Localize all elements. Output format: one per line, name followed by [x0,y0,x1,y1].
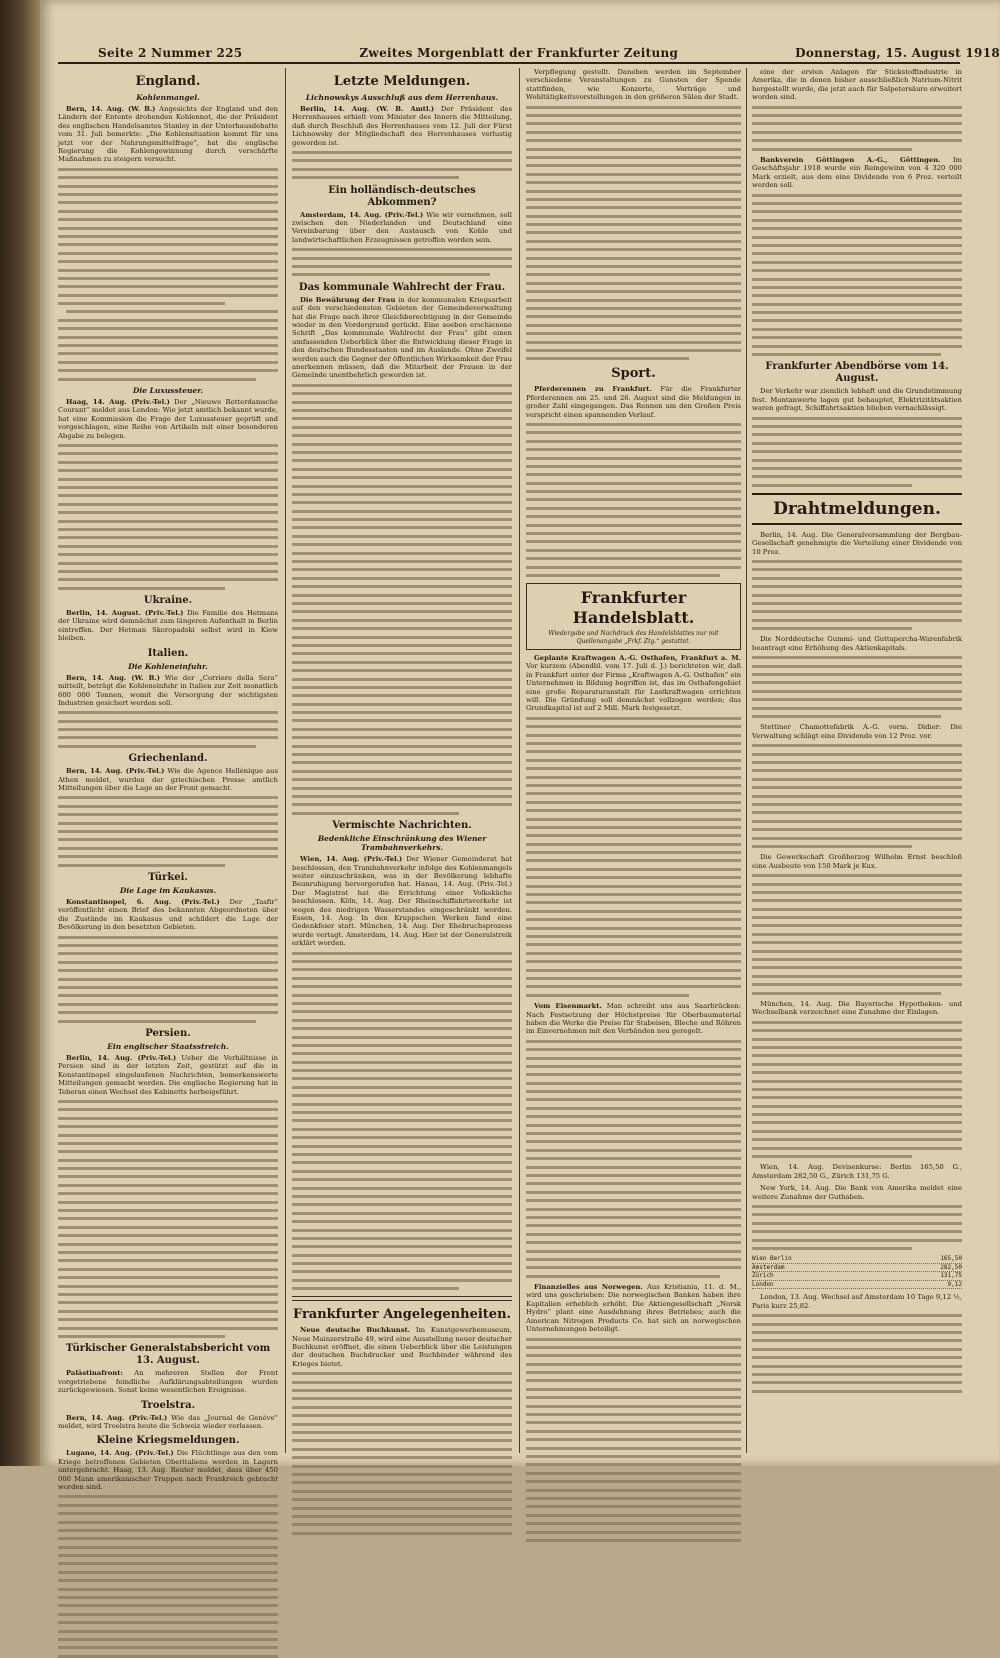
table-row: Wien Berlin 165,50 [752,1255,962,1263]
article-kriegsmeldungen: Lugano, 14. Aug. (Priv.-Tel.) Die Flüchtlinge aus den vom Kriege betroffenen Gebieten Oberitaliens werden in Lagern untergebracht. Haag, 13. Aug. Reuter meldet, dass über 450 000 Mann amerikanischer Truppen nach Frankreich gebracht worden sind. [58,1449,278,1491]
drahtmeldungen-header [752,493,962,525]
draht-item: New York, 14. Aug. Die Bank von Amerika meldet eine weitere Zunahme der Guthaben. [752,1184,962,1201]
subheading-lichnowsky: Lichnowskys Ausschluß aus dem Herrenhaus. [305,93,499,102]
article-wahlrecht: Die Bewährung der Frau in der kommunalen Kriegsarbeit auf den verschiedensten Gebieten der Gemeindeverwaltung hat die Frage nach ihrer Gleichberechtigung in der Gemeinde wieder in den Vordergrund gerückt. Eine soeben erschienene Schrift „Das kommunale Wahlrecht der Frau“ gibt einen umfassenden Ueberblick über die Entwicklung dieser Frage in den deutschen Bundesstaaten und im Auslande. Ohne Zweifel werden auch die Gegner der öffentlichen Wirksamkeit der Frau anerkennen müssen, daß die Mitarbeit der Frauen in der Gemeinde unentbehrlich geworden ist. [292,295,512,380]
section-heading-vermischte: Vermischte Nachrichten. [332,820,472,832]
section-heading-generalstab: Türkischer Generalstabsbericht vom 13. August. [65,1343,271,1367]
draht-item: Die Norddeutsche Gummi- und Guttapercha-Warenfabrik beantragt eine Erhöhung des Aktienkapitals. [752,635,962,652]
article-england: Bern, 14. Aug. (W. B.) Angesichts der England und den Ländern der Entente drohenden Kohlennot, die der Präsident des englischen Handelsamtes Stanley in der Unterhausdebatte vom 31. Juli bemerkte: „Die Kohlensituation kommt für uns jetzt vor der Nahrungsmittelfrage“, hat die englische Regierung die Kohlengewinnung durch verschärfte Maßnahmen zu steigern versucht. [58,105,278,164]
drahtmeldungen-title: Drahtmeldungen. [773,498,941,519]
section-heading-ukraine: Ukraine. [143,595,193,607]
section-heading-wahlrecht: Das kommunale Wahlrecht der Frau. [298,281,506,293]
handelsblatt-title: Frankfurter Handelsblatt. [572,588,695,627]
section-heading-italien: Italien. [147,647,189,659]
section-rule [292,1296,512,1301]
article-troelstra: Bern, 14. Aug. (Priv.-Tel.) Wie das „Journal de Genève“ meldet, wird Troelstra heute die Schweiz wieder verlassen. [58,1413,278,1430]
draht-item: London, 13. Aug. Wechsel auf Amsterdam 10 Tage 9,12 ½, Paris kurz 25,82. [752,1293,962,1310]
table-row: Amsterdam 282,50 [752,1263,962,1271]
column-4 [752,68,962,1453]
article-pferderennen: Pferderennen zu Frankfurt. Für die Frankfurter Pferderennen am 25. und 26. August sind die Meldungen in großer Zahl eingegangen. Das Rennen um den Großen Preis verspricht einen spannenden Verlauf. [526,385,742,419]
article-eisenmarkt: Vom Eisenmarkt. Man schreibt uns aus Saarbrücken: Nach Festsetzung der Höchstpreise für Oberbaumaterial haben die Werke die Preise für Stabeisen, Bleche und Röhren im Einvernehmen mit den Verbänden neu geregelt. [526,1002,741,1036]
devisen-table [752,1255,962,1289]
text-lines [58,168,278,381]
article-bankverein-goettingen: Bankverein Göttingen A.-G., Göttingen. Im Geschäftsjahr 1918 wurde ein Reingewinn von 4 320 000 Mark erzielt, aus dem eine Dividende von 6 Proz. verteilt werden soll. [752,155,962,190]
article-buchkunst: Neue deutsche Buchkunst. Im Kunstgewerbemuseum, Neue Mainzerstraße 49, wird eine Ausstellung neuer deutscher Buchkunst eröffnet, die einen Ueberblick über die Leistungen der deutschen Buchdrucker und Buchbinder während des Krieges bietet. [292,1326,512,1368]
section-heading-sport: Sport. [611,366,656,382]
section-heading-kriegsmeldungen: Kleine Kriegsmeldungen. [96,1435,240,1447]
draht-item: Die Gewerkschaft Großherzog Wilhelm Ernst beschloß eine Ausbeute von 150 Mark je Kux. [752,853,962,870]
section-heading-abendboerse: Frankfurter Abendbörse vom 14. August. [765,361,949,385]
section-heading-persien: Persien. [145,1027,191,1039]
column-1 [58,68,278,1491]
page-masthead [98,44,1000,62]
subheading-kaukasus: Die Lage im Kaukasus. [119,886,217,895]
article-lichnowsky: Berlin, 14. Aug. (W. B. Amtl.) Der Präsident des Herrenhauses erhielt vom Minister des Innern die Mitteilung, daß durch Beschluß des Herrenhauses vom 12. Juli der Fürst Lichnowsky der Mitgliedschaft des Herrenhauses verlustig geworden ist. [292,105,512,147]
article-persien: Berlin, 14. Aug. (Priv.-Tel.) Ueber die Verhältnisse in Persien sind in der letzten Zeit, gestützt auf die in Konstantinopel eingelaufenen Nachrichten, bemerkenswerte Mitteilungen gemacht worden. Die englische Regierung hat in Teheran einen Wechsel des Kabinetts herbeigeführt. [58,1053,278,1096]
section-heading-griechenland: Griechenland. [128,753,208,765]
masthead-page-number: Seite 2 Nummer 225 [98,46,243,60]
section-heading-troelstra: Troelstra. [140,1399,196,1411]
column-separator [285,68,286,1453]
subheading-kohlenmangel: Kohlenmangel. [136,93,200,102]
subheading-kohleneinfuhr: Die Kohleneinfuhr. [128,661,208,671]
draht-item: Stettiner Chamottefabrik A.-G. vorm. Didier: Die Verwaltung schlägt eine Dividende von 12 Proz. vor. [752,723,962,740]
handelsblatt-header [526,583,741,650]
article-luxussteuer: Haag, 14. Aug. (Priv.-Tel.) Der „Nieuwe Rotterdamsche Courant“ meldet aus London: Wie jetzt amtlich bekannt wurde, hat eine Kommission die Frage der Luxussteuer geprüft und vorgeschlagen, eine Reihe von Artikeln mit einer besonderen Abgabe zu belegen. [58,398,278,440]
article-norwegen: Finanzielles aus Norwegen. Aus Kristiania, 11. d. M., wird uns geschrieben: Die norwegischen Banken haben ihre Kapitalien erheblich erhöht. Die Aktiengesellschaft „Norsk Hydro“ plant eine Ausdehnung ihres Betriebes; auch die American Nitrogen Products Co. hat sich an norwegischen Unternehmungen beteiligt. [526,1283,741,1334]
article-vermischte: Wien, 14. Aug. (Priv.-Tel.) Der Wiener Gemeinderat hat beschlossen, den Trambahnverkehr infolge des Kohlenmangels weiter einzuschränken, was in der Bevölkerung lebhafte Beunruhigung hervorgerufen hat. Hanau, 14. Aug. (Priv.-Tel.) Der Magistrat hat die Errichtung einer Volksküche beschlossen. Köln, 14. Aug. Der Rheinschiffahrtsverkehr ist wegen des niedrigen Wasserstandes eingeschränkt worden. Essen, 14. Aug. In den Kruppschen Werken fand eine Gedenkfeier statt. München, 14. Aug. Der Ehebruchsprozess wurde vertagt. Amsterdam, 14. Aug. Hier ist der Generalstreik erklärt worden. [292,855,512,948]
subheading-luxussteuer: Die Luxussteuer. [132,386,204,395]
column-separator [746,68,747,1453]
book-binding [0,0,40,1466]
article-abendboerse: Der Verkehr war ziemlich lebhaft und die Grundstimmung fest. Montanwerte lagen gut behauptet, Elektrizitätsaktien waren gefragt, Schiffahrtsaktien blieben vernachlässigt. [752,387,962,413]
section-heading-letzte-meldungen: Letzte Meldungen. [333,74,471,89]
article-kraftwagen: Geplante Kraftwagen A.-G. Osthafen, Frankfurt a. M. Vor kurzem (Abendbl. vom 17. Juli d. J.) berichteten wir, daß in Frankfurt unter der Firma „Kraftwagen A.-G. Osthafen“ ein Unternehmen in Bildung begriffen ist, das im Osthafengebiet eine große Reparaturanstalt für Lastkraftwagen errichten will. Die Gründung soll demnächst vollzogen werden; das Grundkapital ist auf 2 Mill. Mark festgesetzt. [526,654,741,713]
masthead-date: Donnerstag, 15. August 1918 [795,46,1000,60]
subheading-trambahn: Bedenkliche Einschränkung des Wiener Trambahnverkehrs. [317,834,487,853]
column-2 [292,68,512,1453]
column-3 [526,68,741,1453]
column-separator [519,68,520,1453]
article-continuation: Verpflegung gestellt. Daneben werden im September verschiedene Veranstaltungen zu Gunsten der Spende stattfinden, wie Konzerte, Vorträge und Wohltätigkeitsvorstellungen in den größeren Sälen der Stadt. [526,68,741,102]
masthead-rule [58,62,960,64]
article-generalstab: Palästinafront: An mehreren Stellen der Front vorgetriebene feindliche Aufklärungsabteilungen wurden zurückgewiesen. Sonst keine wesentlichen Ereignisse. [58,1369,278,1395]
draht-item: München, 14. Aug. Die Bayerische Hypotheken- und Wechselbank verzeichnet eine Zunahme der Einlagen. [752,999,962,1017]
draht-item: Wien, 14. Aug. Devisenkurse: Berlin 165,50 G., Amsterdam 282,50 G., Zürich 131,75 G. [752,1163,962,1180]
draht-item: Berlin, 14. Aug. Die Generalversammlung der Bergbau-Gesellschaft genehmigte die Verteilung einer Dividende von 10 Proz. [752,530,962,556]
article-holland: Amsterdam, 14. Aug. (Priv.-Tel.) Wie wir vernehmen, soll zwischen den Niederlanden und Deutschland eine Vereinbarung über den Austausch von Kohle und landwirtschaftlichen Erzeugnissen getroffen worden sein. [292,210,512,244]
masthead-paper-title: Zweites Morgenblatt der Frankfurter Zeitung [359,46,679,60]
table-row: Zürich 131,75 [752,1272,962,1280]
section-heading-tuerkei: Türkei. [148,872,188,883]
handelsblatt-notice: Wiedergabe und Nachdruck des Handelsblattes nur mit Quellenangabe „Frkf. Ztg.“ gestattet. [548,630,719,645]
subheading-staatsstreich: Ein englischer Staatsstreich. [107,1041,229,1051]
section-heading-frankfurter-angelegenheiten: Frankfurter Angelegenheiten. [292,1307,512,1323]
section-heading-holland: Ein holländisch-deutsches Abkommen? [328,184,476,208]
article-ukraine: Berlin, 14. August. (Priv.-Tel.) Die Familie des Hetmans der Ukraine wird demnächst zum längeren Aufenthalt in Berlin eintreffen. Der Hetman Skoropadski selbst wird in Kiew bleiben. [58,609,278,643]
article-stickstoff: eine der ersten Anlagen für Stickstoffindustrie in Amerika, die in denen bisher ausschließlich Natrium-Nitrit hergestellt wurde, die jetzt auch für Salpetersäure erweitert worden sind. [752,68,962,102]
section-heading-england: England. [135,74,201,89]
article-tuerkei: Konstantinopel, 6. Aug. (Priv.-Tel.) Der „Tasfir“ veröffentlicht einen Brief des bekannten Abgeordneten über die Zustände im Kaukasus und schildert die Lage der Bevölkerung in den besetzten Gebieten. [58,898,278,932]
article-griechenland: Bern, 14. Aug. (Priv.-Tel.) Wie die Agence Hellénique aus Athen meldet, wurden der griechischen Presse amtlich Mitteilungen über die Lage an der Front gemacht. [58,767,278,793]
article-italien: Bern, 14. Aug. (W. B.) Wie der „Corriere della Sera“ mitteilt, beträgt die Kohleneinfuhr in Italien zur Zeit monatlich 600 000 Tonnen, womit die Versorgung der wichtigsten Industrien gesichert werden soll. [58,673,278,707]
table-row: London 9,12 [752,1280,962,1288]
